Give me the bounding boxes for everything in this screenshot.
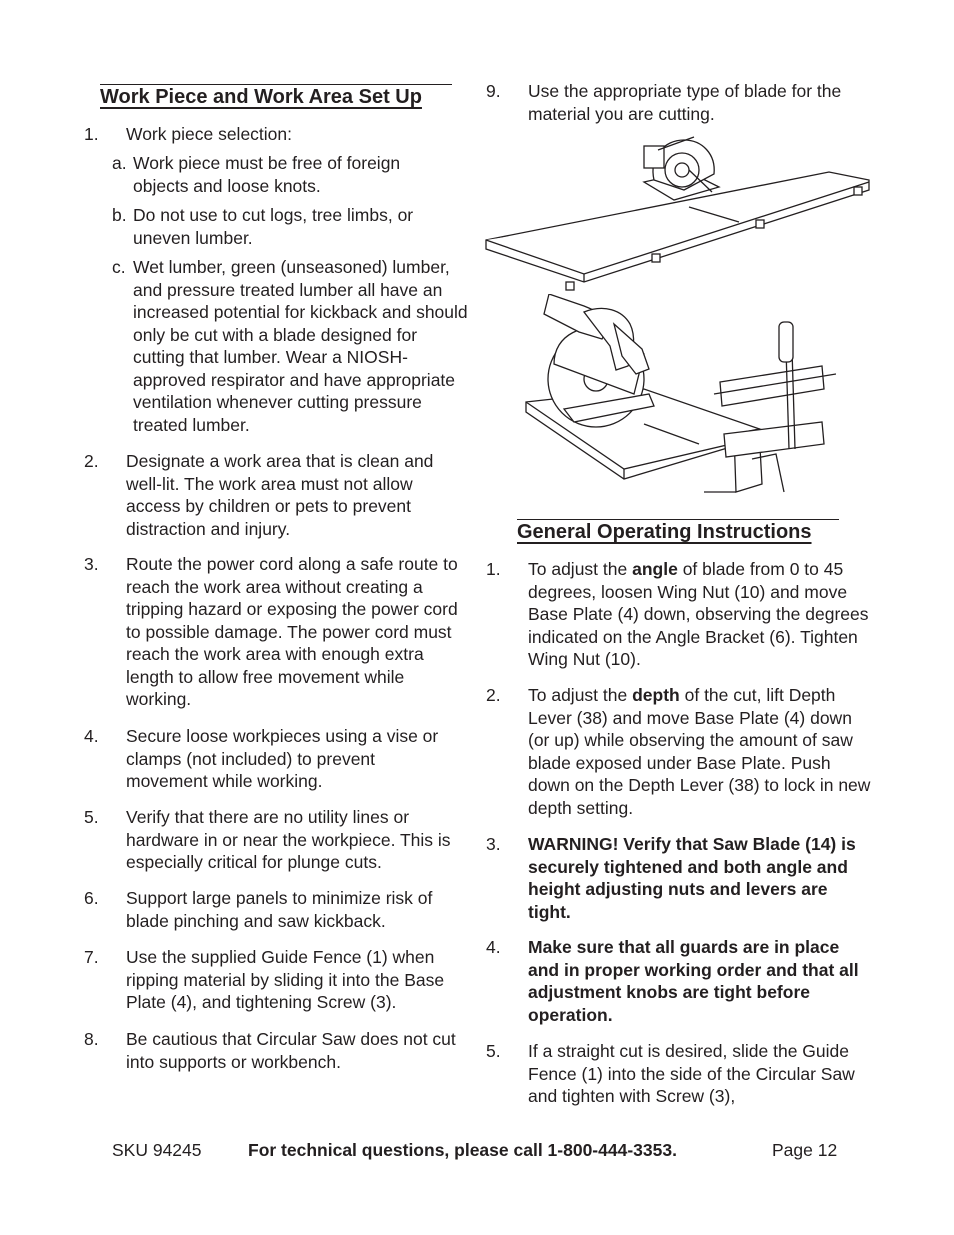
list-item-text: Route the power cord along a safe route to reach the work area without creating a tripping hazard or exposing the power cord to possible damage. The power cord must reach the work area with enough extra length to allow free movement while working. bbox=[126, 554, 458, 709]
list-item-text: To adjust the depth of the cut, lift Depth Lever (38) and move Base Plate (4) down (or up) while observing the amount of saw blade exposed under Base Plate. Push down on the Depth Lever (38) to lock in new depth setting. bbox=[528, 685, 871, 818]
list-item-text: Use the appropriate type of blade for the material you are cutting. bbox=[528, 81, 842, 124]
saw-on-panel-illustration bbox=[484, 132, 874, 292]
footer-page-number: Page 12 bbox=[772, 1140, 838, 1160]
item-number: 1. bbox=[84, 124, 99, 144]
list-item-text: If a straight cut is desired, slide the Guide Fence (1) into the side of the Circular Saw and tighten with Screw (3), bbox=[528, 1041, 855, 1106]
clamped-cutting-illustration bbox=[524, 294, 836, 494]
list-item-text: Support large panels to minimize risk of blade pinching and saw kickback. bbox=[126, 888, 433, 931]
item-number: 8. bbox=[84, 1029, 99, 1049]
sub-item-text: Do not use to cut logs, tree limbs, or uneven lumber. bbox=[133, 205, 414, 248]
item-number: 5. bbox=[486, 1041, 501, 1061]
sub-item-text: Wet lumber, green (unseasoned) lumber, and pressure treated lumber all have an increased potential for kickback and should only be cut with a blade designed for cutting that lumber. Wear a NIOSH-approved respirator and have appropriate ventilation whenever cutting pressure treated lumber. bbox=[133, 257, 468, 435]
item-number: 4. bbox=[84, 726, 99, 746]
sub-item-label: b. bbox=[112, 205, 127, 225]
item-number: 2. bbox=[486, 685, 501, 705]
list-item-text: Use the supplied Guide Fence (1) when ripping material by sliding it into the Base Plate (4), and tightening Screw (3). bbox=[126, 947, 445, 1012]
sub-item-label: a. bbox=[112, 153, 127, 173]
item-number: 6. bbox=[84, 888, 99, 908]
list-item-text: Verify that there are no utility lines or hardware in or near the workpiece. This is especially critical for plunge cuts. bbox=[126, 807, 451, 872]
item-number: 2. bbox=[84, 451, 99, 471]
item-number: 5. bbox=[84, 807, 99, 827]
list-item-text: To adjust the angle of blade from 0 to 45 degrees, loosen Wing Nut (10) and move Base Plate (4) down, observing the degrees indicated on the Angle Bracket (6). Tighten Wing Nut (10). bbox=[528, 559, 869, 669]
item-number: 7. bbox=[84, 947, 99, 967]
sub-item-text: Work piece must be free of foreign objects and loose knots. bbox=[133, 153, 401, 196]
section-heading-work-area: Work Piece and Work Area Set Up bbox=[100, 86, 422, 108]
item-number: 9. bbox=[486, 81, 501, 101]
warning-text: Make sure that all guards are in place and in proper working order and that all adjustment knobs are tight before operation. bbox=[528, 937, 859, 1025]
footer-phone: For technical questions, please call 1-800-444-3353. bbox=[248, 1140, 677, 1160]
item-number: 1. bbox=[486, 559, 501, 579]
footer-sku: SKU 94245 bbox=[112, 1140, 202, 1160]
item-number: 4. bbox=[486, 937, 501, 957]
list-item-text: Designate a work area that is clean and well-lit. The work area must not allow access by children or pets to prevent distraction and injury. bbox=[126, 451, 434, 539]
list-item-text: Secure loose workpieces using a vise or clamps (not included) to prevent movement while working. bbox=[126, 726, 439, 791]
section-heading-operating: General Operating Instructions bbox=[517, 521, 812, 543]
item-number: 3. bbox=[84, 554, 99, 574]
item-number: 3. bbox=[486, 834, 501, 854]
sub-item-label: c. bbox=[112, 257, 126, 277]
list-item-text: Be cautious that Circular Saw does not cut into supports or workbench. bbox=[126, 1029, 456, 1072]
warning-text: WARNING! Verify that Saw Blade (14) is securely tightened and both angle and height adjusting nuts and levers are tight. bbox=[528, 834, 856, 922]
list-item-text: Work piece selection: bbox=[126, 124, 293, 144]
